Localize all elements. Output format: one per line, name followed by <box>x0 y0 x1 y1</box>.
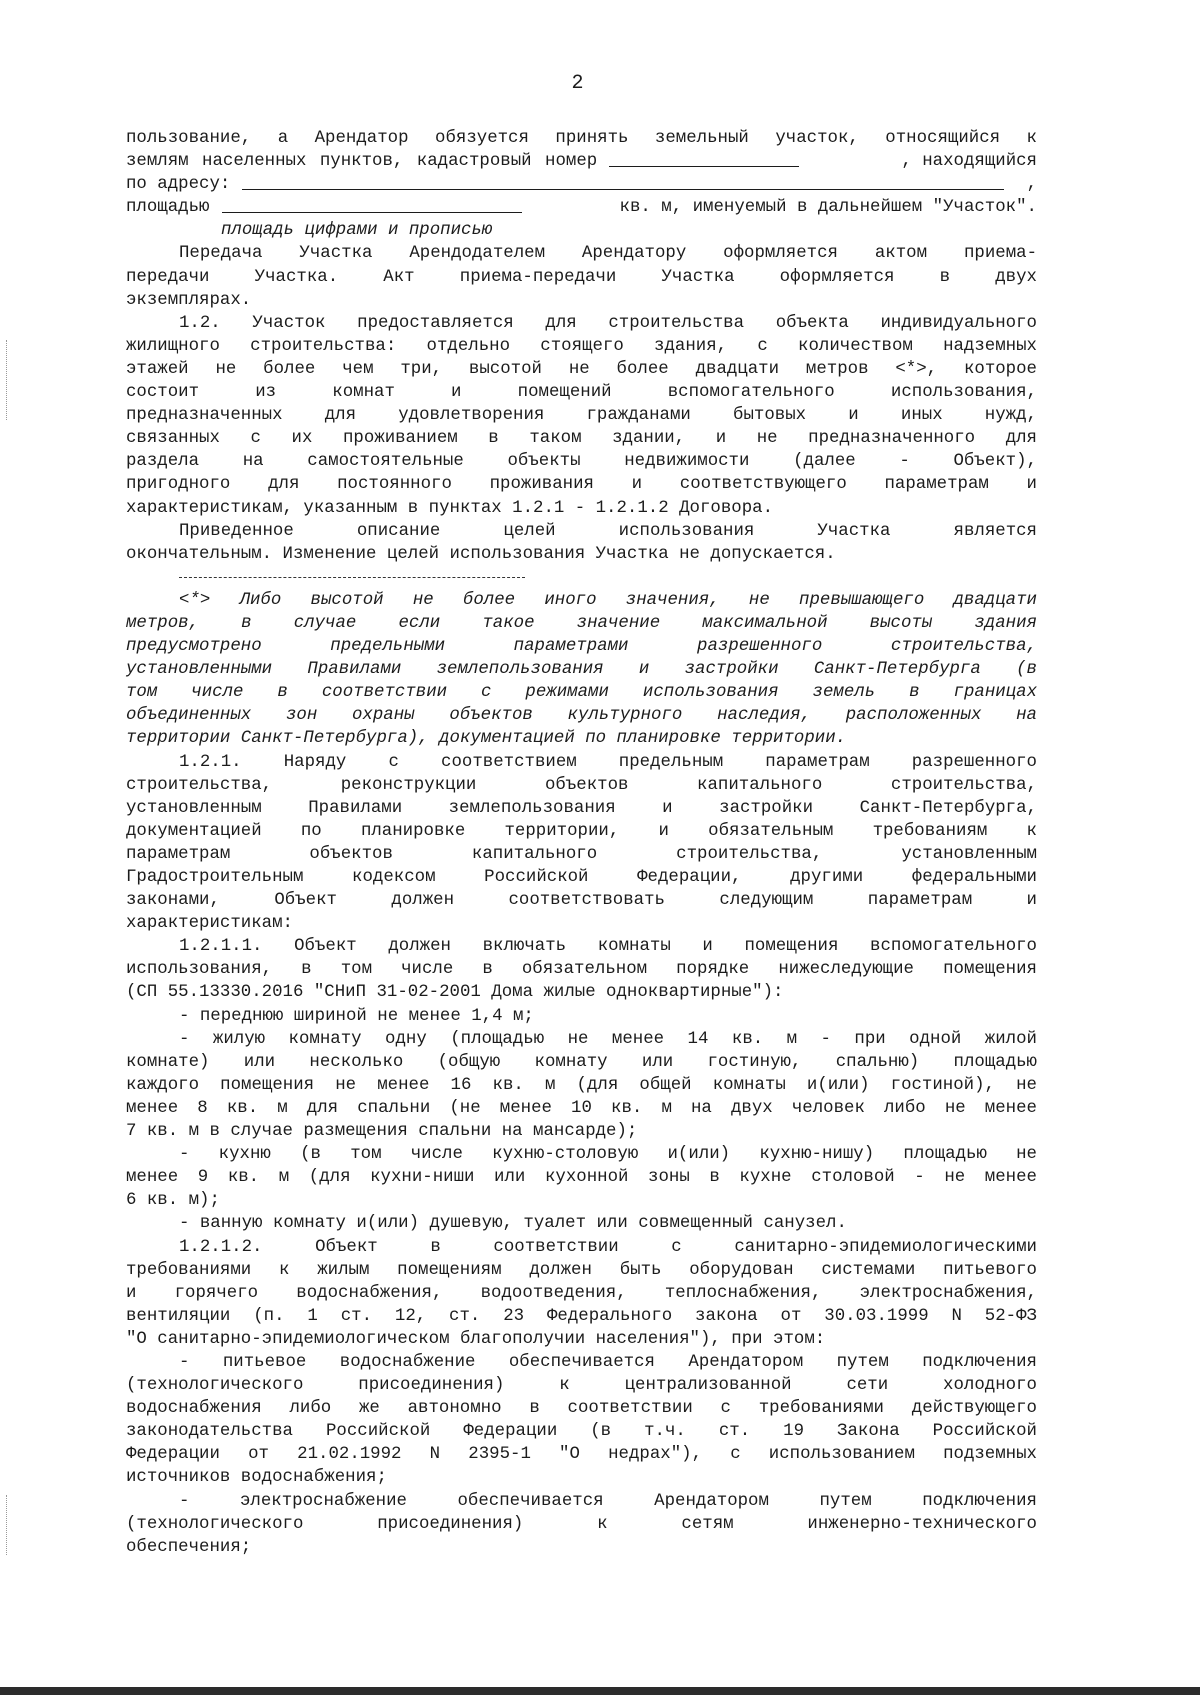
scan-margin-mark <box>6 340 8 420</box>
text-line: параметрам объектов капитального строительства, установленным <box>126 844 1037 864</box>
text-line: использования, в том числе в обязательном порядке нижеследующие помещения <box>126 960 1037 980</box>
text-line: строительства, реконструкции объектов капитального строительства, <box>126 775 1037 795</box>
text-line: законодательства Российской Федерации (в т.ч. ст. 19 Закона Российской <box>126 1422 1037 1442</box>
cadastral-number-blank <box>609 150 799 167</box>
footnote-line: объединенных зон охраны объектов культурного наследия, расположенных на <box>126 706 1037 726</box>
text-line: комнате) или несколько (общую комнату или гостиную, спальню) площадью <box>126 1052 1037 1072</box>
text-line: раздела на самостоятельные объекты недвижимости (далее - Объект), <box>126 452 1037 472</box>
text-line: 7 кв. м в случае размещения спальни на мансарде); <box>126 1122 638 1142</box>
text-line: - питьевое водоснабжение обеспечивается Арендатором путем подключения <box>179 1352 1037 1372</box>
text-line: и горячего водоснабжения, водоотведения, теплоснабжения, электроснабжения, <box>126 1283 1037 1303</box>
text-line: источников водоснабжения; <box>126 1468 387 1488</box>
footnote-line: <*> Либо высотой не более иного значения, не превышающего двадцати <box>179 590 1037 610</box>
text-line: требованиями к жилым помещениям должен быть оборудован системами питьевого <box>126 1260 1037 1280</box>
text-line: 1.2.1. Наряду с соответствием предельным параметрам разрешенного <box>179 752 1037 772</box>
scan-margin-mark <box>6 1495 8 1555</box>
page-number: 2 <box>571 72 584 95</box>
text-line: площадью кв. м, именуемый в дальнейшем "Участок". <box>126 198 1037 218</box>
footnote-line: установленными Правилами землепользования и застройки Санкт-Петербурга (в <box>126 660 1037 680</box>
text-line: Федерации от 21.02.1992 N 2395-1 "О недрах"), с использованием подземных <box>126 1445 1037 1465</box>
text-line: Передача Участка Арендодателем Арендатору оформляется актом приема- <box>179 244 1037 264</box>
text-line: вентиляции (п. 1 ст. 12, ст. 23 Федерального закона от 30.03.1999 N 52-ФЗ <box>126 1306 1037 1326</box>
text-line: законами, Объект должен соответствовать следующим параметрам и <box>126 891 1037 911</box>
text-line: пользование, а Арендатор обязуется принять земельный участок, относящийся к <box>126 129 1037 148</box>
footnote-line: территории Санкт-Петербурга), документацией по планировке территории. <box>126 729 847 749</box>
area-blank <box>222 196 522 213</box>
text-line: документацией по планировке территории, и обязательным требованиям к <box>126 821 1037 841</box>
text-line: предназначенных для удовлетворения гражданами бытовых и иных нужд, <box>126 406 1037 426</box>
text-line: состоит из комнат и помещений вспомогательного использования, <box>126 383 1037 403</box>
text-line: жилищного строительства: отдельно стоящего здания, с количеством надземных <box>126 336 1037 356</box>
text-line: по адресу: , <box>126 175 1037 195</box>
text-line: "О санитарно-эпидемиологическом благополучии населения"), при этом: <box>126 1329 826 1349</box>
text-line: пригодного для постоянного проживания и соответствующего параметрам и <box>126 475 1037 495</box>
text-line: установленным Правилами землепользования и застройки Санкт-Петербурга, <box>126 798 1037 818</box>
text-line: (технологического присоединения) к сетям инженерно-технического <box>126 1514 1037 1534</box>
text-line: - ванную комнату и(или) душевую, туалет или совмещенный санузел. <box>179 1214 847 1234</box>
footnote-line: том числе в соответствии с режимами использования земель в границах <box>126 683 1037 703</box>
footnote-line: метров, в случае если такое значение максимальной высоты здания <box>126 613 1037 633</box>
area-hint: площадь цифрами и прописью <box>221 221 493 241</box>
text-line: 1.2.1.2. Объект в соответствии с санитарно-эпидемиологическими <box>179 1237 1037 1257</box>
text-line: землям населенных пунктов, кадастровый номер , находящийся <box>126 152 1037 172</box>
text-line: обеспечения; <box>126 1537 252 1557</box>
text-line: (технологического присоединения) к централизованной сети холодного <box>126 1376 1037 1396</box>
address-blank <box>242 173 1004 190</box>
text-line: связанных с их проживанием в таком здании, и не предназначенного для <box>126 429 1037 449</box>
text-line: экземплярах. <box>126 290 252 310</box>
text-line: менее 8 кв. м для спальни (не менее 10 кв. м на двух человек либо не менее <box>126 1098 1037 1118</box>
text-line: 1.2. Участок предоставляется для строительства объекта индивидуального <box>179 313 1037 333</box>
text-line: Приведенное описание целей использования Участка является <box>179 521 1037 541</box>
text-line: - кухню (в том числе кухню-столовую и(или) кухню-нишу) площадью не <box>179 1145 1037 1165</box>
footnote-separator <box>126 566 1037 589</box>
text-line: - электроснабжение обеспечивается Арендатором путем подключения <box>179 1491 1037 1511</box>
text-line: водоснабжения либо же автономно в соответствии с требованиями действующего <box>126 1399 1037 1419</box>
text-line: характеристикам: <box>126 914 293 934</box>
text-line: менее 9 кв. м (для кухни-ниши или кухонной зоны в кухне столовой - не менее <box>126 1168 1037 1188</box>
text-line: 1.2.1.1. Объект должен включать комнаты и помещения вспомогательного <box>179 937 1037 957</box>
text-line: передачи Участка. Акт приема-передачи Участка оформляется в двух <box>126 267 1037 287</box>
text-line: 6 кв. м); <box>126 1191 220 1211</box>
text-line: окончательным. Изменение целей использования Участка не допускается. <box>126 544 836 564</box>
text-line: каждого помещения не менее 16 кв. м (для общей комнаты и(или) гостиной), не <box>126 1075 1037 1095</box>
text-line: (СП 55.13330.2016 "СНиП 31-02-2001 Дома жилые одноквартирные"): <box>126 983 784 1003</box>
text-line: этажей не более чем три, высотой не более двадцати метров <*>, которое <box>126 359 1037 379</box>
scan-bottom-edge <box>0 1687 1200 1695</box>
text-line: - жилую комнату одну (площадью не менее 14 кв. м - при одной жилой <box>179 1029 1037 1049</box>
document-body <box>126 127 1037 1559</box>
text-line: - переднюю шириной не менее 1,4 м; <box>179 1006 534 1026</box>
footnote-line: предусмотрено предельными параметрами разрешенного строительства, <box>126 637 1037 657</box>
text-line: характеристикам, указанным в пунктах 1.2.1 - 1.2.1.2 Договора. <box>126 498 774 518</box>
text-line: Градостроительным кодексом Российской Федерации, другими федеральными <box>126 868 1037 887</box>
